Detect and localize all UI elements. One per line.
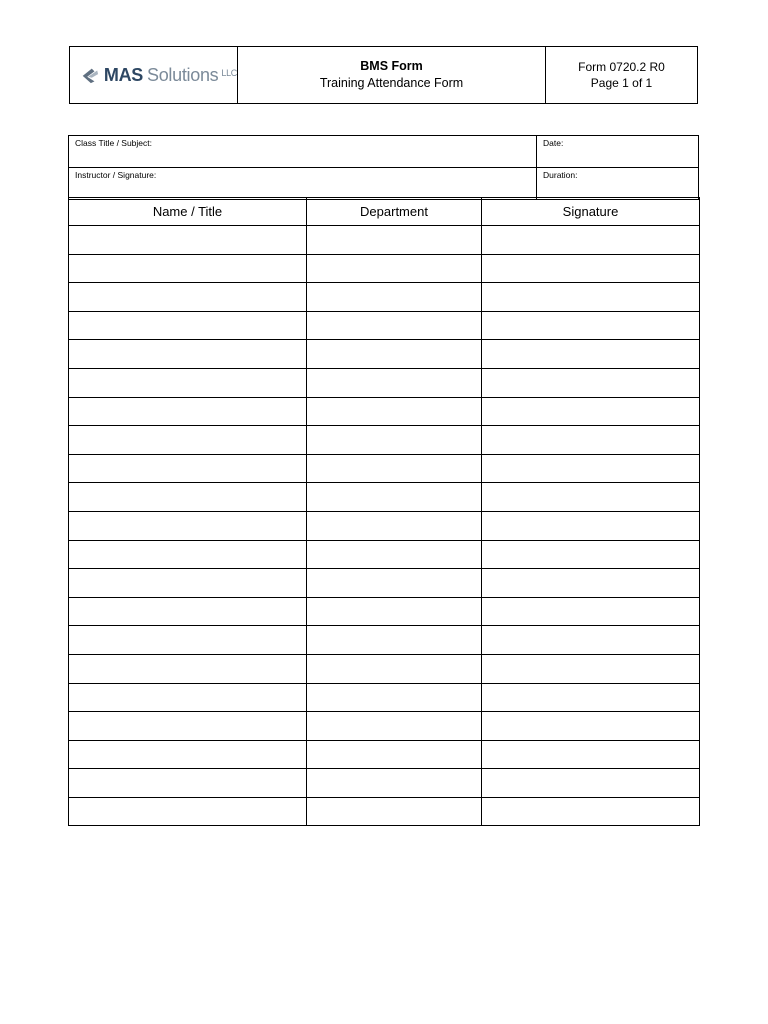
class-title-label: Class Title / Subject:: [75, 138, 153, 148]
signature-cell[interactable]: [482, 226, 700, 255]
date-label: Date:: [543, 138, 564, 148]
department-cell[interactable]: [307, 511, 482, 540]
department-cell[interactable]: [307, 626, 482, 655]
department-cell[interactable]: [307, 483, 482, 512]
department-cell[interactable]: [307, 769, 482, 798]
name-cell[interactable]: [69, 540, 307, 569]
table-row: [69, 511, 700, 540]
signature-cell[interactable]: [482, 511, 700, 540]
table-row: [69, 683, 700, 712]
form-number: Form 0720.2 R0: [578, 60, 665, 74]
signature-cell[interactable]: [482, 340, 700, 369]
table-row: [69, 769, 700, 798]
signature-cell[interactable]: [482, 683, 700, 712]
logo-brand: MAS: [103, 64, 144, 85]
column-header-name: Name / Title: [69, 198, 307, 226]
table-row: [69, 654, 700, 683]
name-cell[interactable]: [69, 654, 307, 683]
signature-cell[interactable]: [482, 397, 700, 426]
signature-cell[interactable]: [482, 540, 700, 569]
name-cell[interactable]: [69, 683, 307, 712]
name-cell[interactable]: [69, 283, 307, 312]
table-header-row: [69, 198, 700, 226]
table-row: [69, 311, 700, 340]
column-header-department: Department: [307, 198, 482, 226]
signature-cell[interactable]: [482, 654, 700, 683]
name-cell[interactable]: [69, 740, 307, 769]
form-type: BMS Form: [360, 59, 423, 73]
name-cell[interactable]: [69, 769, 307, 798]
signature-cell[interactable]: [482, 454, 700, 483]
name-cell[interactable]: [69, 569, 307, 598]
table-row: [69, 712, 700, 741]
name-cell[interactable]: [69, 626, 307, 655]
department-cell[interactable]: [307, 683, 482, 712]
logo-suffix: LLC: [221, 67, 237, 78]
table-row: [69, 569, 700, 598]
name-cell[interactable]: [69, 511, 307, 540]
table-row: [69, 368, 700, 397]
signature-cell[interactable]: [482, 712, 700, 741]
form-title: Training Attendance Form: [319, 76, 464, 90]
department-cell[interactable]: [307, 254, 482, 283]
department-cell[interactable]: [307, 712, 482, 741]
instructor-field[interactable]: [69, 168, 537, 199]
class-info-table: [68, 135, 699, 200]
department-cell[interactable]: [307, 311, 482, 340]
signature-cell[interactable]: [482, 569, 700, 598]
department-cell[interactable]: [307, 597, 482, 626]
signature-cell[interactable]: [482, 368, 700, 397]
name-cell[interactable]: [69, 397, 307, 426]
department-cell[interactable]: [307, 226, 482, 255]
name-cell[interactable]: [69, 454, 307, 483]
date-field[interactable]: [537, 136, 698, 167]
signature-cell[interactable]: [482, 626, 700, 655]
attendance-table: [68, 197, 700, 826]
name-cell[interactable]: [69, 340, 307, 369]
department-cell[interactable]: [307, 283, 482, 312]
name-cell[interactable]: [69, 797, 307, 826]
company-logo: [70, 47, 238, 103]
table-row: [69, 597, 700, 626]
name-cell[interactable]: [69, 311, 307, 340]
class-title-field[interactable]: [69, 136, 537, 167]
signature-cell[interactable]: [482, 483, 700, 512]
table-row: [69, 483, 700, 512]
department-cell[interactable]: [307, 368, 482, 397]
signature-cell[interactable]: [482, 797, 700, 826]
form-header: [69, 46, 698, 104]
department-cell[interactable]: [307, 540, 482, 569]
table-row: [69, 340, 700, 369]
name-cell[interactable]: [69, 597, 307, 626]
signature-cell[interactable]: [482, 283, 700, 312]
duration-label: Duration:: [543, 170, 578, 180]
department-cell[interactable]: [307, 569, 482, 598]
name-cell[interactable]: [69, 712, 307, 741]
department-cell[interactable]: [307, 397, 482, 426]
signature-cell[interactable]: [482, 254, 700, 283]
signature-cell[interactable]: [482, 769, 700, 798]
department-cell[interactable]: [307, 426, 482, 455]
signature-cell[interactable]: [482, 426, 700, 455]
name-cell[interactable]: [69, 426, 307, 455]
department-cell[interactable]: [307, 740, 482, 769]
signature-cell[interactable]: [482, 311, 700, 340]
instructor-label: Instructor / Signature:: [75, 170, 157, 180]
signature-cell[interactable]: [482, 597, 700, 626]
table-row: [69, 397, 700, 426]
name-cell[interactable]: [69, 483, 307, 512]
table-row: [69, 454, 700, 483]
name-cell[interactable]: [69, 226, 307, 255]
name-cell[interactable]: [69, 368, 307, 397]
form-title-block: [238, 47, 546, 103]
department-cell[interactable]: [307, 654, 482, 683]
table-row: [69, 740, 700, 769]
mas-logo-icon: [80, 64, 100, 86]
department-cell[interactable]: [307, 454, 482, 483]
signature-cell[interactable]: [482, 740, 700, 769]
name-cell[interactable]: [69, 254, 307, 283]
table-row: [69, 254, 700, 283]
table-row: [69, 797, 700, 826]
department-cell[interactable]: [307, 340, 482, 369]
table-row: [69, 540, 700, 569]
page-number: Page 1 of 1: [590, 76, 653, 90]
logo-name: Solutions: [147, 64, 219, 85]
table-row: [69, 626, 700, 655]
duration-field[interactable]: [537, 168, 698, 199]
table-row: [69, 426, 700, 455]
department-cell[interactable]: [307, 797, 482, 826]
column-header-signature: Signature: [482, 198, 700, 226]
table-row: [69, 283, 700, 312]
form-meta: [546, 47, 697, 103]
table-row: [69, 226, 700, 255]
